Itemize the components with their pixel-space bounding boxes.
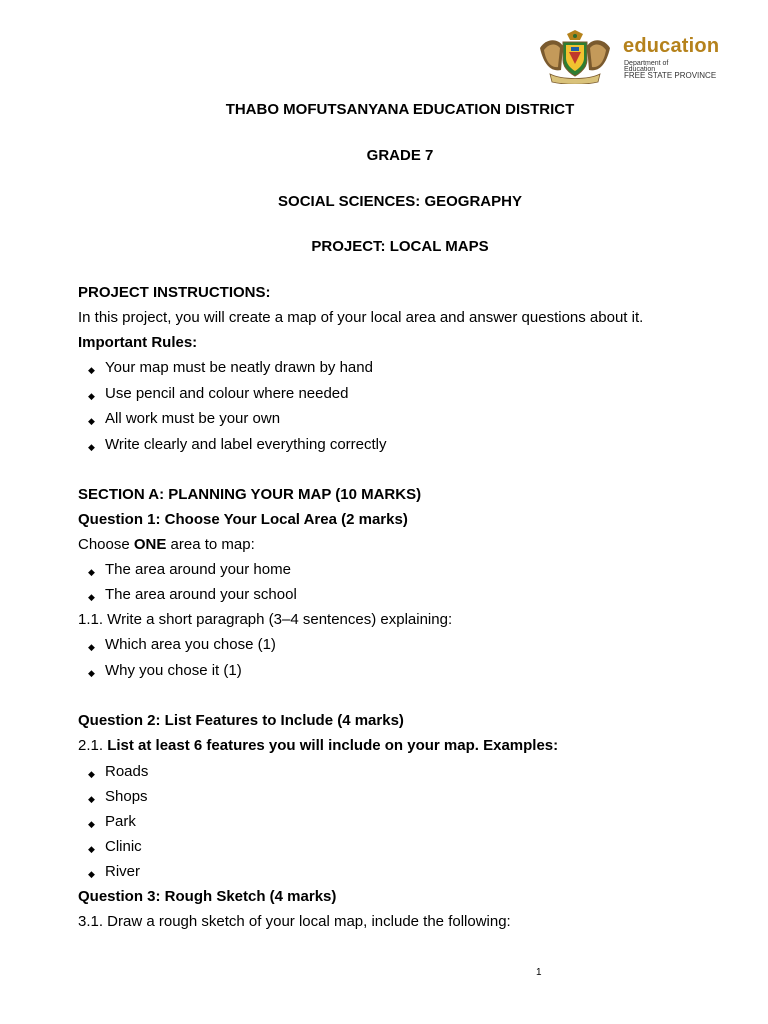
question-1-heading: Question 1: Choose Your Local Area (2 marks) bbox=[78, 511, 408, 528]
instructions-heading: PROJECT INSTRUCTIONS: bbox=[78, 284, 271, 301]
bullet-icon: ◆ bbox=[88, 442, 95, 452]
bullet-icon: ◆ bbox=[88, 391, 95, 401]
question-2-instruction: List at least 6 features you will include on your map. Examples: bbox=[107, 737, 559, 754]
choose-prefix: Choose bbox=[78, 536, 134, 553]
feature-example: River bbox=[105, 863, 141, 880]
feature-example: Park bbox=[105, 813, 136, 830]
question-1-task: 1.1. Write a short paragraph (3–4 sentences) explaining: bbox=[78, 611, 453, 628]
logo-education-line: Education bbox=[624, 66, 656, 73]
choose-suffix: area to map: bbox=[166, 536, 255, 553]
bullet-icon: ◆ bbox=[88, 642, 95, 652]
project-title: PROJECT: LOCAL MAPS bbox=[311, 238, 489, 255]
subject-title: SOCIAL SCIENCES: GEOGRAPHY bbox=[278, 193, 522, 210]
section-a-heading: SECTION A: PLANNING YOUR MAP (10 MARKS) bbox=[78, 486, 422, 503]
page-number: 1 bbox=[536, 967, 542, 978]
bullet-icon: ◆ bbox=[88, 668, 95, 678]
bullet-icon: ◆ bbox=[88, 592, 95, 602]
bullet-icon: ◆ bbox=[88, 769, 95, 779]
rules-heading: Important Rules: bbox=[78, 334, 198, 351]
choose-emphasis: ONE bbox=[133, 536, 167, 553]
bullet-icon: ◆ bbox=[88, 819, 95, 829]
rule-item: Use pencil and colour where needed bbox=[105, 385, 349, 402]
question-2-number: 2.1. bbox=[78, 737, 108, 754]
department-logo bbox=[536, 30, 726, 84]
area-option: The area around your school bbox=[105, 586, 297, 603]
feature-example: Clinic bbox=[105, 838, 142, 855]
question-1-choose bbox=[78, 536, 255, 554]
logo-department-line: Department of bbox=[624, 60, 669, 67]
bullet-icon: ◆ bbox=[88, 794, 95, 804]
rule-item: Your map must be neatly drawn by hand bbox=[105, 359, 373, 376]
rule-item: All work must be your own bbox=[105, 410, 281, 427]
task-point: Which area you chose (1) bbox=[105, 636, 276, 653]
instructions-intro: In this project, you will create a map of your local area and answer questions about it. bbox=[78, 309, 644, 326]
rule-item: Write clearly and label everything correctly bbox=[105, 436, 387, 453]
bullet-icon: ◆ bbox=[88, 567, 95, 577]
logo-wordmark: education bbox=[623, 35, 720, 57]
feature-example: Roads bbox=[105, 763, 149, 780]
bullet-icon: ◆ bbox=[88, 416, 95, 426]
bullet-icon: ◆ bbox=[88, 365, 95, 375]
question-2-heading: Question 2: List Features to Include (4 marks) bbox=[78, 712, 404, 729]
district-title: THABO MOFUTSANYANA EDUCATION DISTRICT bbox=[225, 101, 575, 118]
area-option: The area around your home bbox=[105, 561, 291, 578]
bullet-icon: ◆ bbox=[88, 869, 95, 879]
feature-example: Shops bbox=[105, 788, 148, 805]
grade-title: GRADE 7 bbox=[366, 147, 434, 164]
coat-of-arms-icon bbox=[536, 30, 614, 84]
bullet-icon: ◆ bbox=[88, 844, 95, 854]
task-point: Why you chose it (1) bbox=[105, 662, 242, 679]
question-3-heading: Question 3: Rough Sketch (4 marks) bbox=[78, 888, 337, 905]
question-3-task: 3.1. Draw a rough sketch of your local map, include the following: bbox=[78, 913, 511, 930]
logo-province-line: FREE STATE PROVINCE bbox=[624, 71, 717, 80]
question-2-task bbox=[78, 737, 558, 755]
